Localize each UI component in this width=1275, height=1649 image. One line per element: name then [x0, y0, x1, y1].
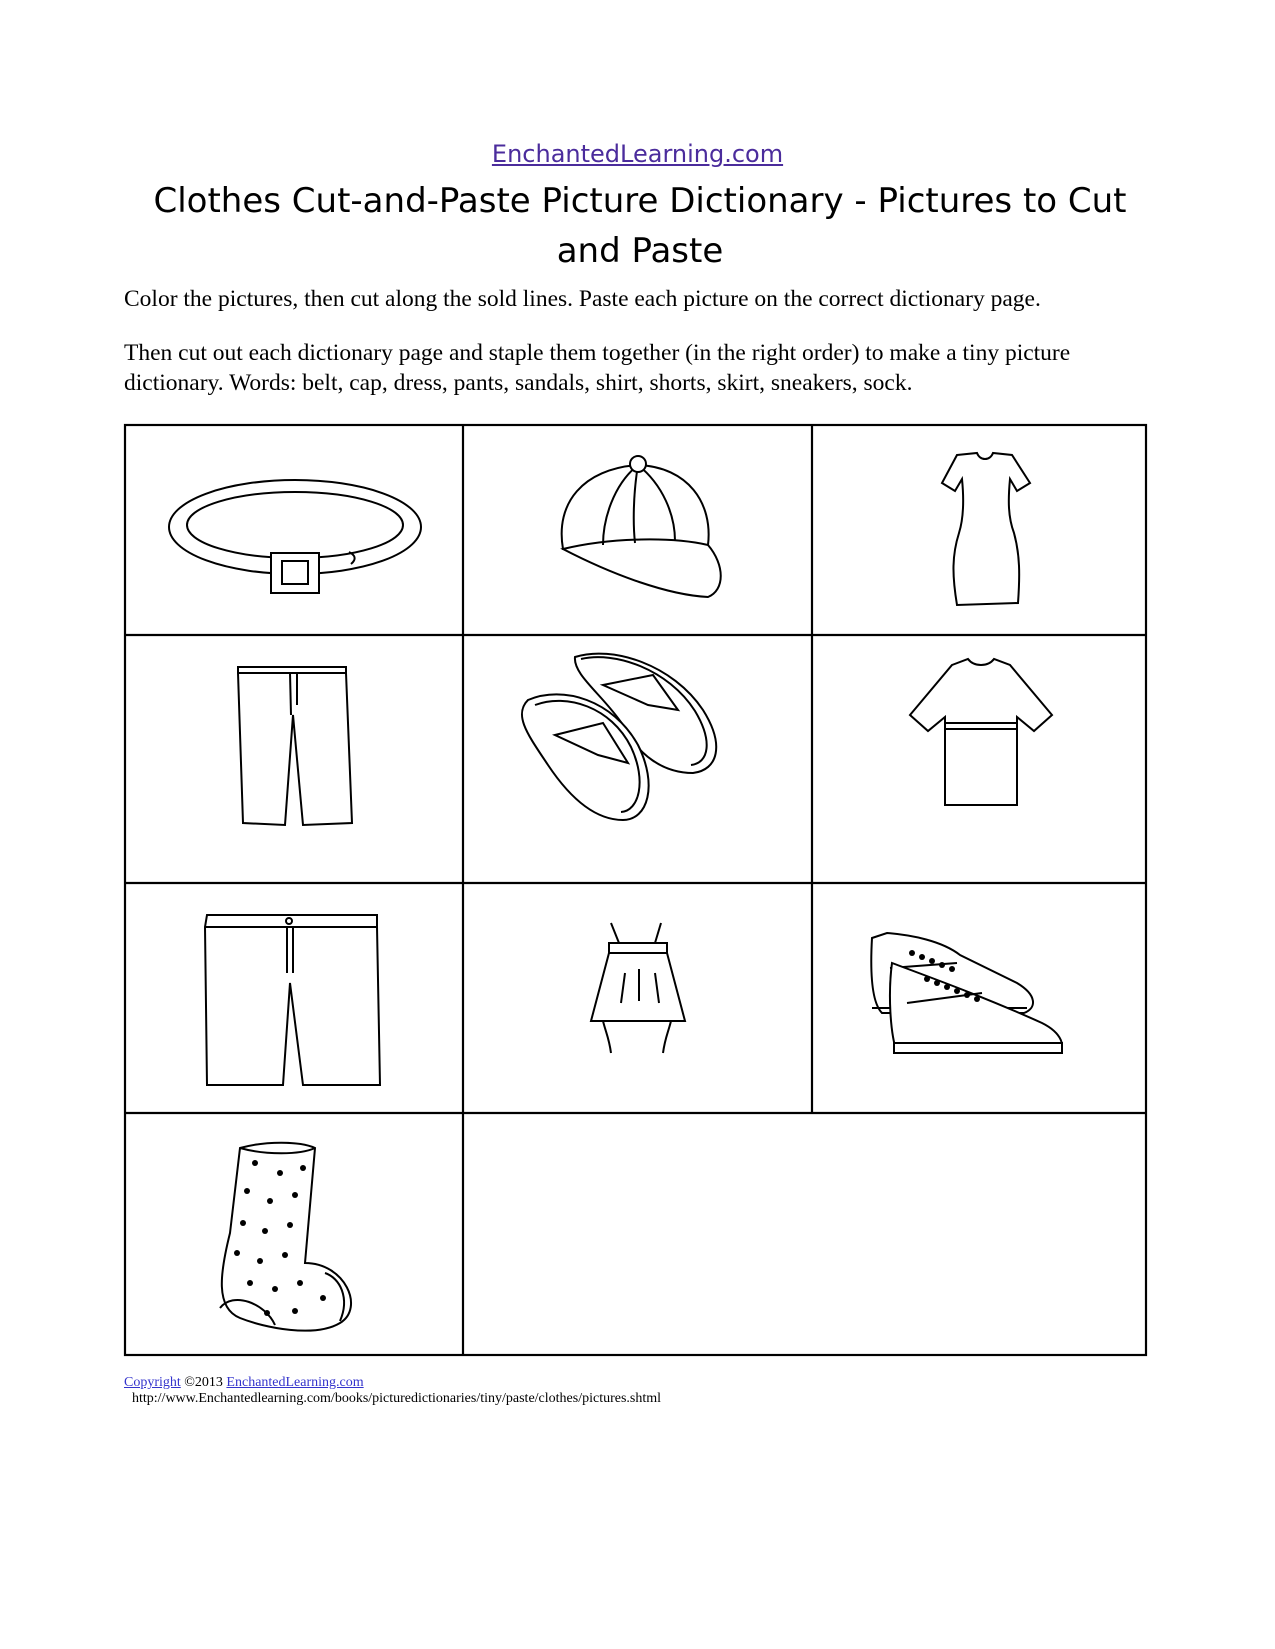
belt-cell: [125, 425, 463, 635]
skirt-cell: [463, 883, 812, 1113]
shirt-icon: [812, 635, 1146, 883]
empty-cell: [463, 1113, 1146, 1355]
site-link[interactable]: EnchantedLearning.com: [491, 140, 784, 168]
page-title: Clothes Cut-and-Paste Picture Dictionary - Pictures to Cut and Paste: [153, 181, 1127, 271]
skirt-icon: [463, 883, 812, 1113]
sock-icon: [125, 1113, 463, 1355]
footer-url: http://www.Enchantedlearning.com/books/picturedictionaries/tiny/paste/clothes/pictures.shtml: [132, 1391, 662, 1406]
cap-cell: [463, 425, 812, 635]
cap-icon: [463, 425, 812, 635]
sandals-icon: [463, 635, 812, 883]
pants-icon: [125, 635, 463, 883]
pants-cell: [125, 635, 463, 883]
copyright-link[interactable]: Copyright: [124, 1375, 181, 1390]
dress-icon: [812, 425, 1146, 635]
shorts-icon: [125, 883, 463, 1113]
sneakers-icon: [812, 883, 1146, 1113]
sock-cell: [125, 1113, 463, 1355]
sneakers-cell: [812, 883, 1146, 1113]
belt-icon: [125, 425, 463, 635]
shorts-cell: [125, 883, 463, 1113]
copyright-year: ©2013: [184, 1375, 223, 1390]
shirt-cell: [812, 635, 1146, 883]
instructions-color: Color the pictures, then cut along the sold lines. Paste each picture on the correct dictionary page.: [124, 286, 1041, 312]
footer-site-link[interactable]: EnchantedLearning.com: [226, 1375, 364, 1390]
sandals-cell: [463, 635, 812, 883]
footer-copyright: [124, 1375, 364, 1391]
dress-cell: [812, 425, 1146, 635]
instructions-staple: Then cut out each dictionary page and staple them together (in the right order) to make a tiny picture dictionary. Words: belt, cap, dress, pants, sandals, shirt, shorts, skirt, sneakers, sock.: [124, 340, 1071, 396]
